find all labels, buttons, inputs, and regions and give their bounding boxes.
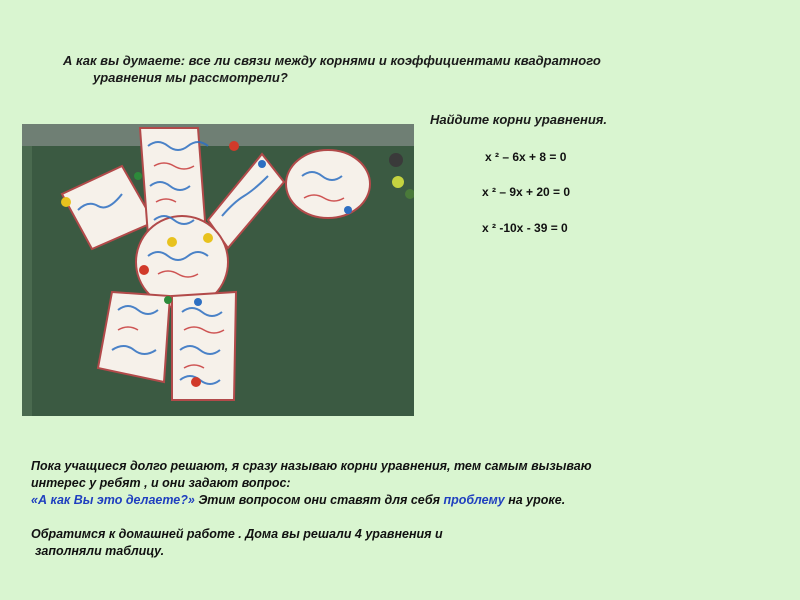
question-text [63, 52, 723, 86]
bottom-line-2: интерес у ребят , и они задают вопрос: [31, 476, 291, 490]
equation-1: x ² – 6x + 8 = 0 [485, 150, 567, 164]
equation-2: x ² – 9x + 20 = 0 [482, 185, 571, 199]
quote-question: «А как Вы это делаете?» [31, 493, 195, 507]
bottom-text [31, 458, 771, 560]
bottom-line-1: Пока учащиеся долго решают, я сразу называю корни уравнения, тем самым вызываю [31, 459, 592, 473]
bottom-line-4: Обратимся к домашней работе . Дома вы решали 4 уравнения и [31, 527, 443, 541]
question-line-1: А как вы думаете: все ли связи между корнями и коэффициентами квадратного [63, 53, 601, 68]
task-title: Найдите корни уравнения. [430, 112, 608, 127]
blackboard-photo [22, 124, 414, 416]
problem-highlight: проблему [443, 493, 505, 507]
bottom-line-3-end: на уроке. [504, 493, 566, 507]
equation-3: x ² -10x - 39 = 0 [482, 221, 568, 235]
question-line-2: уравнения мы рассмотрели? [93, 70, 288, 85]
bottom-line-3 [31, 492, 771, 509]
bottom-line-3-rest: Этим вопросом они ставят для себя [194, 493, 444, 507]
bottom-line-5: заполняли таблицу. [35, 544, 165, 558]
